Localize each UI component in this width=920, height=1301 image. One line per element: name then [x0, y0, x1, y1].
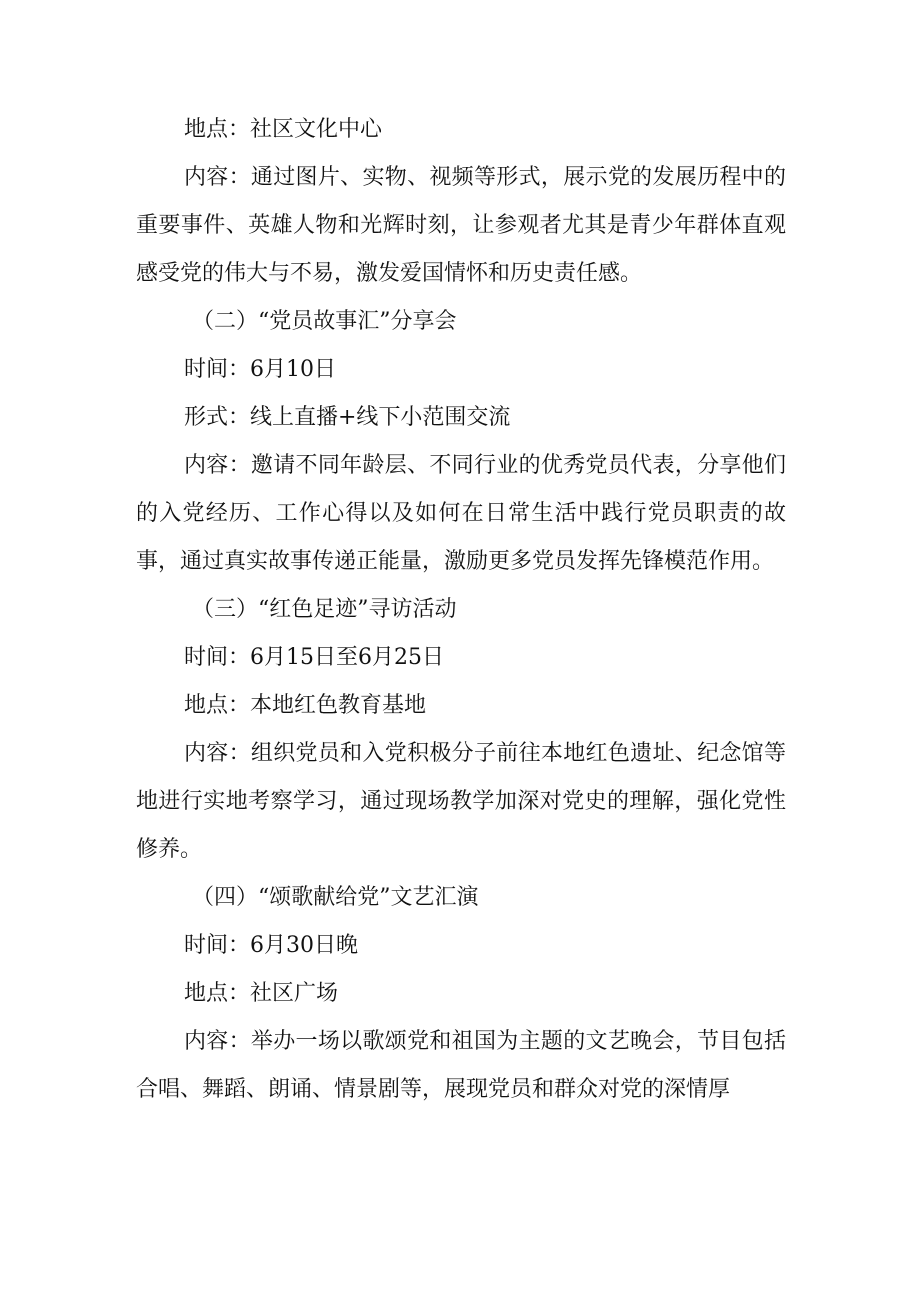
section-heading-4: （四）“颂歌献给党”文艺汇演 — [192, 885, 479, 910]
content-paragraph-2: 内容：邀请不同年龄层、不同行业的优秀党员代表，分享他们的入党经历、工作心得以及如何在日常生活中践行党员职责的故事，通过真实故事传递正能量，激励更多党员发挥先锋模范作用。 — [136, 453, 786, 574]
location-line-4: 地点：社区广场 — [184, 981, 339, 1006]
content-paragraph-1: 内容：通过图片、实物、视频等形式，展示党的发展历程中的重要事件、英雄人物和光辉时刻，让参观者尤其是青少年群体直观感受党的伟大与不易，激发爱国情怀和历史责任感。 — [136, 165, 786, 286]
location-line-3: 地点：本地红色教育基地 — [184, 693, 427, 718]
content-paragraph-4: 内容：举办一场以歌颂党和祖国为主题的文艺晚会，节目包括合唱、舞蹈、朗诵、情景剧等，展现党员和群众对党的深情厚 — [136, 1029, 786, 1102]
section-heading-3: （三）“红色足迹”寻访活动 — [192, 597, 457, 622]
location-line-1: 地点：社区文化中心 — [184, 117, 383, 142]
time-line-3: 时间：6月15日至6月25日 — [184, 645, 444, 670]
time-line-2: 时间：6月10日 — [184, 357, 336, 382]
content-paragraph-3: 内容：组织党员和入党积极分子前往本地红色遗址、纪念馆等地进行实地考察学习，通过现场教学加深对党史的理解，强化党性修养。 — [136, 741, 786, 862]
format-line-2: 形式：线上直播+线下小范围交流 — [184, 405, 511, 430]
document-body — [136, 106, 786, 1114]
time-line-4: 时间：6月30日晚 — [184, 933, 358, 958]
section-heading-2: （二）“党员故事汇”分享会 — [192, 309, 457, 334]
